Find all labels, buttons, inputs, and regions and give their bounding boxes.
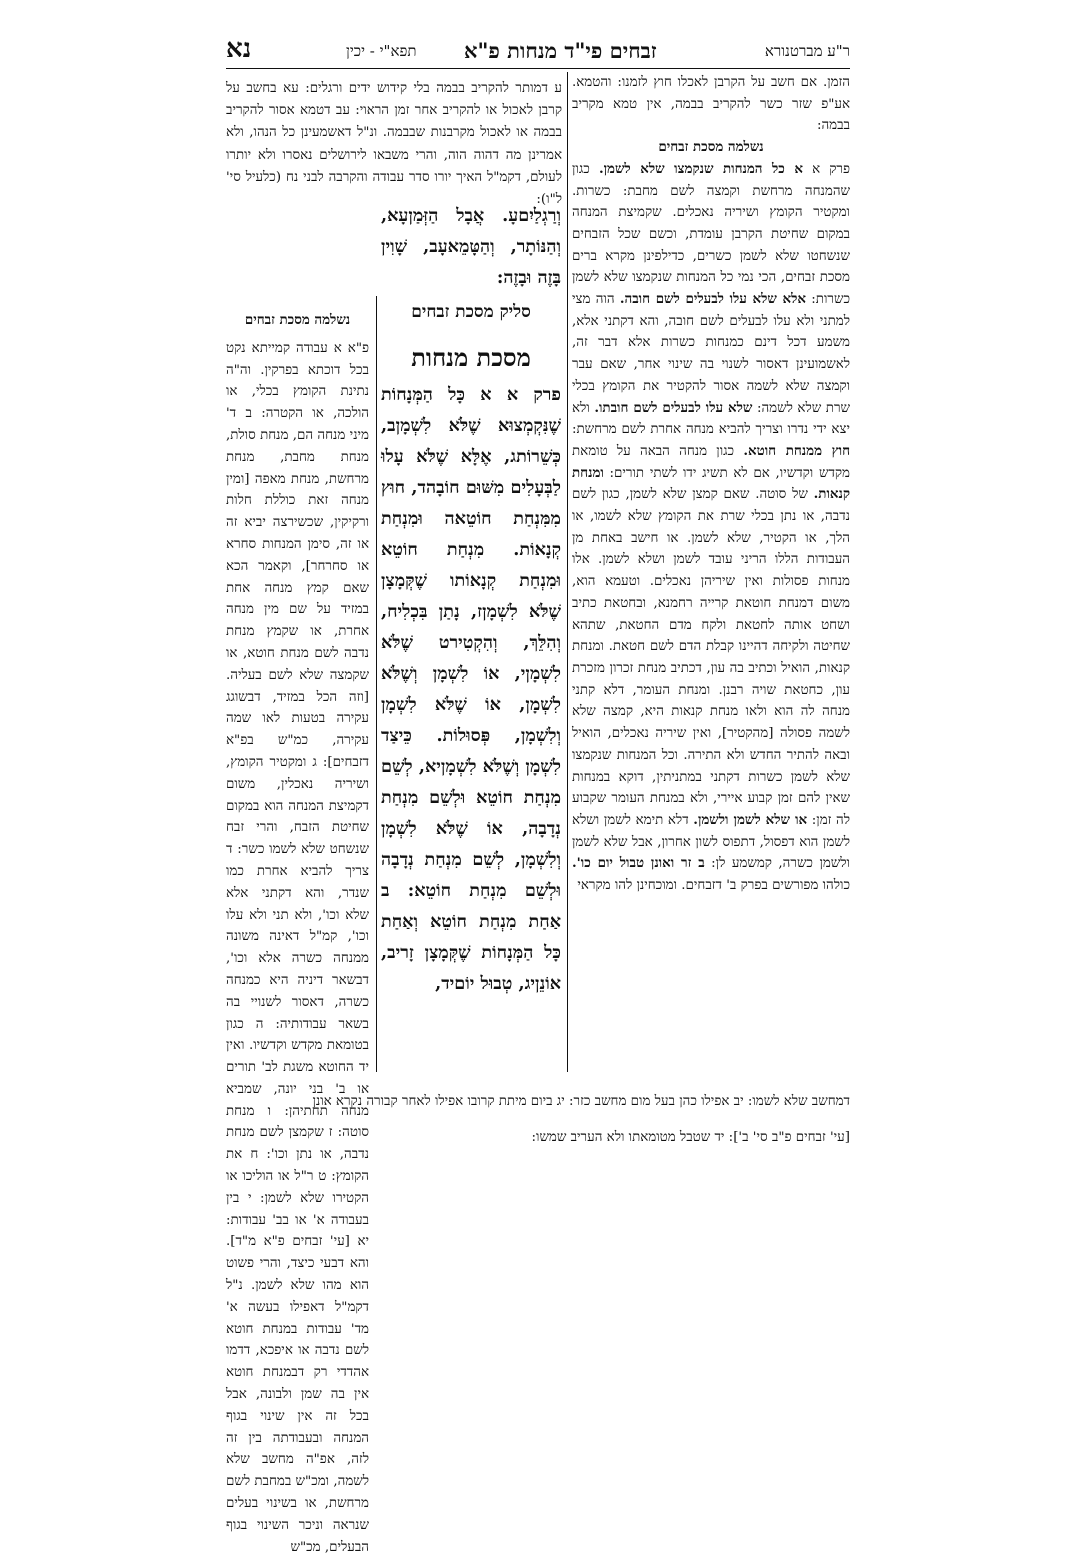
commentary-text: הוה מצי למתני ולא עלו לבעלים לשם חובה, והא דקתני אלא, משמע דכל דינם כמנחות כשרות אלא דבר זה, לאשמועינן דאסור לשנוי בה שינוי אחר, שאם עבר וקמצה שלא לשמה אסור להקטיר את הקומץ בכלי שרת שלא לשמה: (572, 292, 850, 416)
commentary-text: ולא יצא ידי נדרו וצריך להביא מנחה אחרת לשם מרחשת: (572, 400, 850, 438)
yachin-top-block (226, 78, 562, 208)
footnote-line: [עי' זבחים פ"ב סי' ב']: יד שטבל מטומאתו ולא העריב שמשו: (531, 1129, 850, 1145)
commentary-text: של סוטה. שאם קמצן שלא לשמן, כגון לשם נדבה, או נתן בכלי שרת את הקומץ שלא לשמו, או הלך, או הקטיר, שלא לשמן. או חישב באחת מן העבודות הללו הריני עובד לשמן ושלא לשמן. אלו מנחות פסולות ואין שיריהן נאכלים. וטעמא הוא, משום דמנחת חוטאת קרייה רחמנא, ובחטאת כתיב ושחט אותה לחטאת ולקח מדם החטאת, שתהא שחיטה ולקיחה דהיינו קבלת הדם לשם חטאת. ומנחת קנאות, הואיל וכתיב בה עון, דכתיב מנחת זכרון מזכרת עון, כחטאת שויה רבנן. ומנחת העומר, דלא קתני מנחה לה הוא ולאו מנחת קנאות היא, קמצה שלא לשמה פסולה [מהקטיר], ואין שיריה נאכלים, הואיל ובאה להתיר החדש ולא התירה. וכל המנחות שנקמצו שלא לשמן כשרות דקתני במתניתין, דוקא במנחות שאין להם זמן קבוע איירי, ולא במנחת העומר שקבוע לה זמן: (572, 487, 850, 828)
dibur-hamatchil: אלא שלא עלו לבעלים לשם חובה. (619, 291, 807, 308)
bartenura-column (572, 72, 850, 897)
bartenura-paragraph: הזמן. אם חשב על הקרבן לאכלו חוץ לזמנו: והטמא. אע"פ שזר כשר להקריב בבמה, אין טמא מקריב בבמה: (572, 75, 850, 134)
footnote-line: דמחשב שלא לשמו: יב אפילו כהן בעל מום מחשב כזר: יג ביום מיתת קרובו אפילו לאחר קבורה נקרא אונן (312, 1094, 850, 1110)
mishna-text: פרק א א כָּל הַמְּנָחוֹת שֶׁנִּקְמְצוּא שֶׁלֹּא לִשְׁמָןב, כְּשֵׁרוֹתג, אֶלָּא שֶׁלֹּא עָלוּ לַבְּעָלִים מִשּׁוּם חוֹבָהד, חוּץ מִמִּנְחַת חוֹטֵאה וּמִנְחַת קְנָאוֹת. מִנְחַת חוֹטֵא וּמִנְחַת קְנָאוֹתו שֶׁקְּמָצָן שֶׁלֹּא לִשְׁמָןז, נָתַן בִּכְלִיח, וְהִלֵּךְ, וְהִקְטִירט שֶׁלֹּא לִשְׁמָןי, אוֹ לִשְׁמָן וְשֶׁלֹּא לִשְׁמָן, אוֹ שֶׁלֹּא לִשְׁמָן וְלִשְׁמָן, פְּסוּלוֹת. כֵּיצַד לִשְׁמָן וְשֶׁלֹּא לִשְׁמָןיא, לְשֵׁם מִנְחַת חוֹטֵא וּלְשֵׁם מִנְחַת נְדָבָה, אוֹ שֶׁלֹּא לִשְׁמָן וְלִשְׁמָן, לְשֵׁם מִנְחַת נְדָבָה וּלְשֵׁם מִנְחַת חוֹטֵא: ב אַחַת מִנְחַת חוֹטֵא וְאַחַת כָּל הַמְּנָחוֹת שֶׁקְּמָצָן זָריב, אוֹנֵןיג, טְבוּל יוֹםיד, (381, 384, 561, 994)
dibur-hamatchil: ומנחת קנאות. (572, 464, 850, 503)
tractate-end-title: נשלמה מסכת זבחים (244, 312, 351, 328)
yachin-column (226, 310, 369, 1558)
commentary-text: כגון שהמנחה מרחשת וקמצה לשם מחבת: כשרות. ומקטיר הקומץ ושיריה נאכלים. שקמיצת המנחה במקום שחיטת הקרבן עומדת, וכשם שכל הזבחים שנשחטו שלא לשמן כשרים, כדילפינן מקרא ברים מסכת זבחים, הכי נמי כל המנחות שנקמצו שלא לשמן כשרות: (572, 161, 851, 308)
header-rule (226, 68, 850, 69)
dibur-hamatchil: שלא עלו לבעלים לשם חובתו. (594, 399, 753, 416)
dibur-hamatchil: חוץ ממנחת חוטא. (743, 442, 850, 459)
commentary-text: כולהו מפורשים בפרק ב' דזבחים. ומוכחינן להו מקראי (577, 878, 850, 894)
dibur-hamatchil: או שלא לשמן ולשמן. (693, 811, 808, 828)
column-divider-left (376, 296, 377, 1072)
yachin-column-top (226, 78, 562, 208)
page-header (226, 34, 850, 64)
bartenura-paragraph (572, 159, 850, 897)
column-divider-right (567, 72, 568, 1072)
dibur-hamatchil: ב זר ואונן טבול יום כו'. (572, 855, 705, 872)
tractate-title: מסכת מנחות (411, 343, 531, 372)
tractate-end-title: נשלמה מסכת זבחים (658, 139, 764, 156)
siluk-title: סליק מסכת זבחים (411, 302, 531, 322)
left-commentary-label: תפא"י - יכין (346, 42, 417, 60)
dibur-hamatchil: א כל המנחות שנקמצו שלא לשמן. (598, 160, 803, 177)
chapter-label: פרק א (812, 161, 850, 177)
yachin-paragraph: פ"א א עבודה קמייתא נקט בכל דוכתא בפרקין. וה"ה נתינת הקומץ בכלי, או הולכה, או הקטרה: ב ד' מיני מנחה הם, מנחת סולת, מנחת מחבת, מנחת מרחשת, מנחת מאפה [ומין מנחה זאת כוללת חלות ורקיקין, שכשירצה יביא זה או זה, סימן המנחות סחרא או סחרחר], וקאמר הכא שאם קמץ מנחה אחת במזיד על שם מין מנחה אחרת, או שקמץ מנחת נדבה לשם מנחת חוטא, או שקמצה שלא לשם בעליה. [וזה הכל במזיד, דבשוגג עקירה בטעות לאו שמה עקירה, כמ"ש בפ"א דזבחים]: ג ומקטיר הקומץ, ושיריה נאכלין, משום דקמיצת המנחה הוא במקום שחיטת הזבח, והרי זבח שנשחט שלא לשמו כשר: ד צריך להביא אחרת כמו שנדר, והא דקתני אלא שלא וכו', ולא תני ולא עלו וכו', קמ"ל דאינה משונה ממנחה כשרה אלא וכו', דבשאר דיניה היא כמנחה כשרה, דאסור לשנויי בה בשאר עבודותיה: ה כגון בטומאת מקדש וקדשיו. ואין יד החוטא משגת לב' תורים או ב' בני יונה, שמביא מנחה תחתיהן: ו מנחת סוטה: ז שקמצן לשם מנחת נדבה, או נתן וכו': ח את הקומץ: ט ר"ל או הוליכו או הקטירו שלא לשמן: י בין בעבודה א' או בב' עבודות: יא [עי' זבחים פ"א מ"ד]. והא דבעי כיצד, והרי פשוט הוא מהו שלא לשמן. נ"ל דקמ"ל דאפילו בעשה א' מד' עבודות במנחת חוטא לשם נדבה או איפכא, דדמו אהדדי רק דבמנחת חוטא אין בה שמן ולבונה, אבל בכל זה אין שינוי בגוף המנחה ובעבודתה בין זה לזה, אפ"ה מחשב שלא לשמה, ומכ"ש במחבת לשם מרחשת, או בשינוי בעלים שנראה וניכר השינוי בגוף הבעלים, מכ"ש (226, 340, 369, 1555)
page-title: זבחים פי"ד מנחות פ"א (464, 38, 657, 63)
footnote-lines (226, 1078, 850, 1162)
leaf-number: נא (226, 34, 252, 64)
commentary-text: כגון מנחה הבאה על טומאת מקדש וקדשיו, אם לא תשיג ידו לשתי תורים: (572, 443, 850, 481)
right-commentary-label: ר"ע מברטנורא (764, 42, 850, 60)
mishna-end-zevachim: וְרַגְלַיִםעָ. אֲבָל הַזְּמַןעָא, וְהַנּוֹתָר, וְהַטָּמֵאעָב, שָׁוִין בָּזֶה וּבָזֶה: (381, 205, 561, 288)
commentary-text: דלא תימא לשמן ושלא לשמן הוא דפסול, דתפוס לשון אחרון, אבל שלא לשמן ולשמן כשרה, קמשמע לן: (572, 812, 850, 872)
mishna-column (381, 200, 561, 999)
yachin-paragraph: ע דמותר להקריב בבמה בלי קידוש ידים ורגלים: עא בחשב על קרבן לאכול או להקריב אחר זמן הראוי: עב דטמא אסור להקריב בבמה או לאכול מקרבנות שבבמה. ונ"ל דאשמעינן כל הנהו, ולא אמרינן מה דהוה הוה, והרי משבאו לירושלים נאסרו ולא יותרו לעולם, דקמ"ל האיך יורו סדר עבודה והקרבה לבני נח (כלעיל סי' ל"ו): (226, 81, 562, 208)
